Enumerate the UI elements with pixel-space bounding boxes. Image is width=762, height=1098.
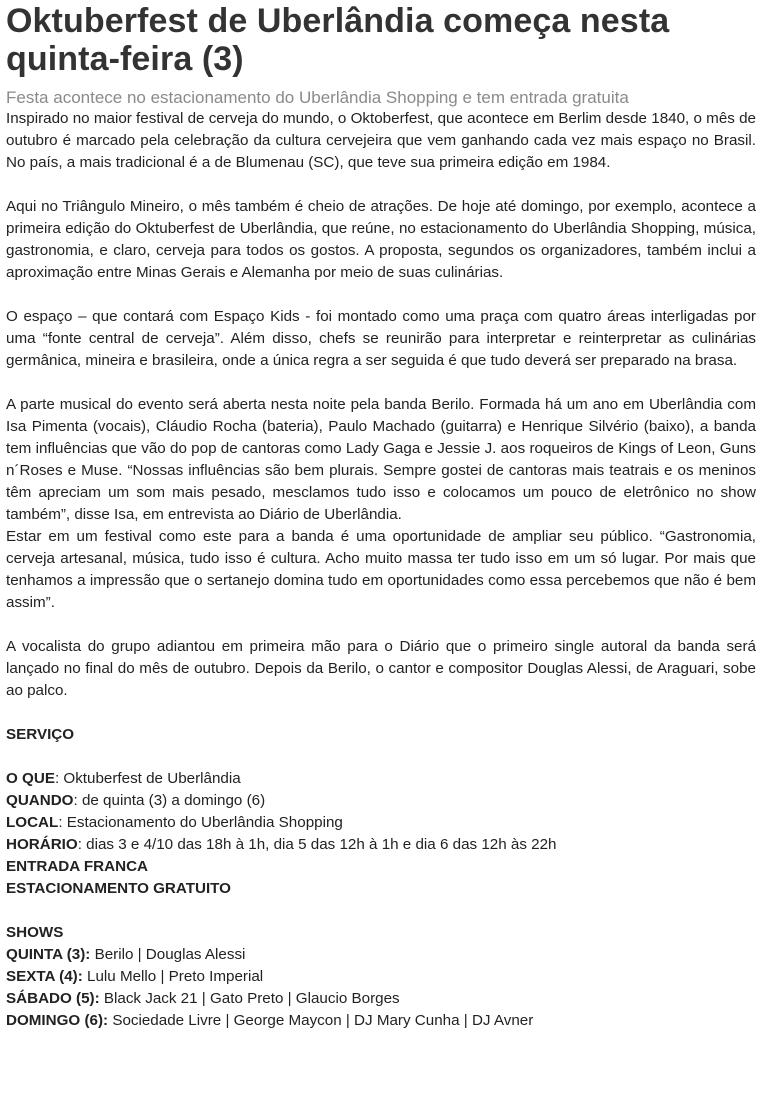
show-row: QUINTA (3): Berilo | Douglas Alessi — [6, 946, 246, 963]
show-row: DOMINGO (6): Sociedade Livre | George Maycon | DJ Mary Cunha | DJ Avner — [6, 1012, 534, 1029]
shows-heading: SHOWS — [6, 924, 64, 941]
subtitle: Festa acontece no estacionamento do Uberlândia Shopping e tem entrada gratuita — [6, 88, 629, 107]
servico-row: O QUE: Oktuberfest de Uberlândia — [6, 770, 241, 787]
servico-row: QUANDO: de quinta (3) a domingo (6) — [6, 792, 266, 809]
paragraph-vocalista: A vocalista do grupo adiantou em primeira mão para o Diário que o primeiro single autoral da banda será lançado no final do mês de outubro. Depois da Berilo, o cantor e compositor Douglas Alessi, de Araguari, sobe ao palco. — [6, 638, 756, 699]
show-row: SEXTA (4): Lulu Mello | Preto Imperial — [6, 968, 264, 985]
article-body — [6, 108, 756, 1032]
article — [6, 0, 756, 1032]
servico-row: HORÁRIO: dias 3 e 4/10 das 18h à 1h, dia 5 das 12h à 1h e dia 6 das 12h às 22h — [6, 836, 557, 853]
paragraph-musical: A parte musical do evento será aberta nesta noite pela banda Berilo. Formada há um ano em Uberlândia com Isa Pimenta (vocais), Cláudio Rocha (bateria), Paulo Machado (guitarra) e Henrique Silvério (baixo), a banda tem influências que vão do pop de cantoras como Lady Gaga e Jessie J. aos roqueiros de Kings of Leon, Guns n´Roses e Muse. “Nossas influências são bem plurais. Sempre gostei de cantoras mais teatrais e os meninos têm apreciam um som mais pesado, mesclamos tudo isso e colocamos um pouco de eletrônico no show também”, disse Isa, em entrevista ao Diário de Uberlândia. — [6, 396, 756, 523]
paragraph-triangulo: Aqui no Triângulo Mineiro, o mês também é cheio de atrações. De hoje até domingo, por exemplo, acontece a primeira edição do Oktuberfest de Uberlândia, que reúne, no estacionamento do Uberlândia Shopping, música, gastronomia, e claro, cerveja para todos os gostos. A proposta, segundos os organizadores, também inclui a aproximação entre Minas Gerais e Alemanha por meio de suas culinárias. — [6, 198, 756, 281]
entrada-franca: ENTRADA FRANCA — [6, 858, 149, 875]
servico-row: LOCAL: Estacionamento do Uberlândia Shopping — [6, 814, 343, 831]
estacionamento-gratuito: ESTACIONAMENTO GRATUITO — [6, 880, 231, 897]
show-row: SÁBADO (5): Black Jack 21 | Gato Preto | Glaucio Borges — [6, 990, 400, 1007]
servico-heading: SERVIÇO — [6, 726, 75, 743]
paragraph-espaco: O espaço – que contará com Espaço Kids - foi montado como uma praça com quatro áreas interligadas por uma “fonte central de cerveja”. Além disso, chefs se reunirão para interpretar e reinterpretar as culinárias germânica, mineira e brasileira, onde a única regra a ser seguida é que tudo deverá ser preparado na brasa. — [6, 308, 756, 369]
headline: Oktuberfest de Uberlândia começa nesta quinta-feira (3) — [6, 2, 670, 78]
paragraph-festival: Estar em um festival como este para a banda é uma oportunidade de ampliar seu público. “Gastronomia, cerveja artesanal, música, tudo isso é cultura. Acho muito massa ter tudo isso em um só lugar. Por mais que tenhamos a impressão que o sertanejo domina tudo em oportunidades como essa percebemos que não é bem assim”. — [6, 528, 756, 611]
paragraph-intro: Inspirado no maior festival de cerveja do mundo, o Oktoberfest, que acontece em Berlim desde 1840, o mês de outubro é marcado pela celebração da cultura cervejeira que vem ganhando cada vez mais espaço no Brasil. No país, a mais tradicional é a de Blumenau (SC), que teve sua primeira edição em 1984. — [6, 110, 756, 171]
